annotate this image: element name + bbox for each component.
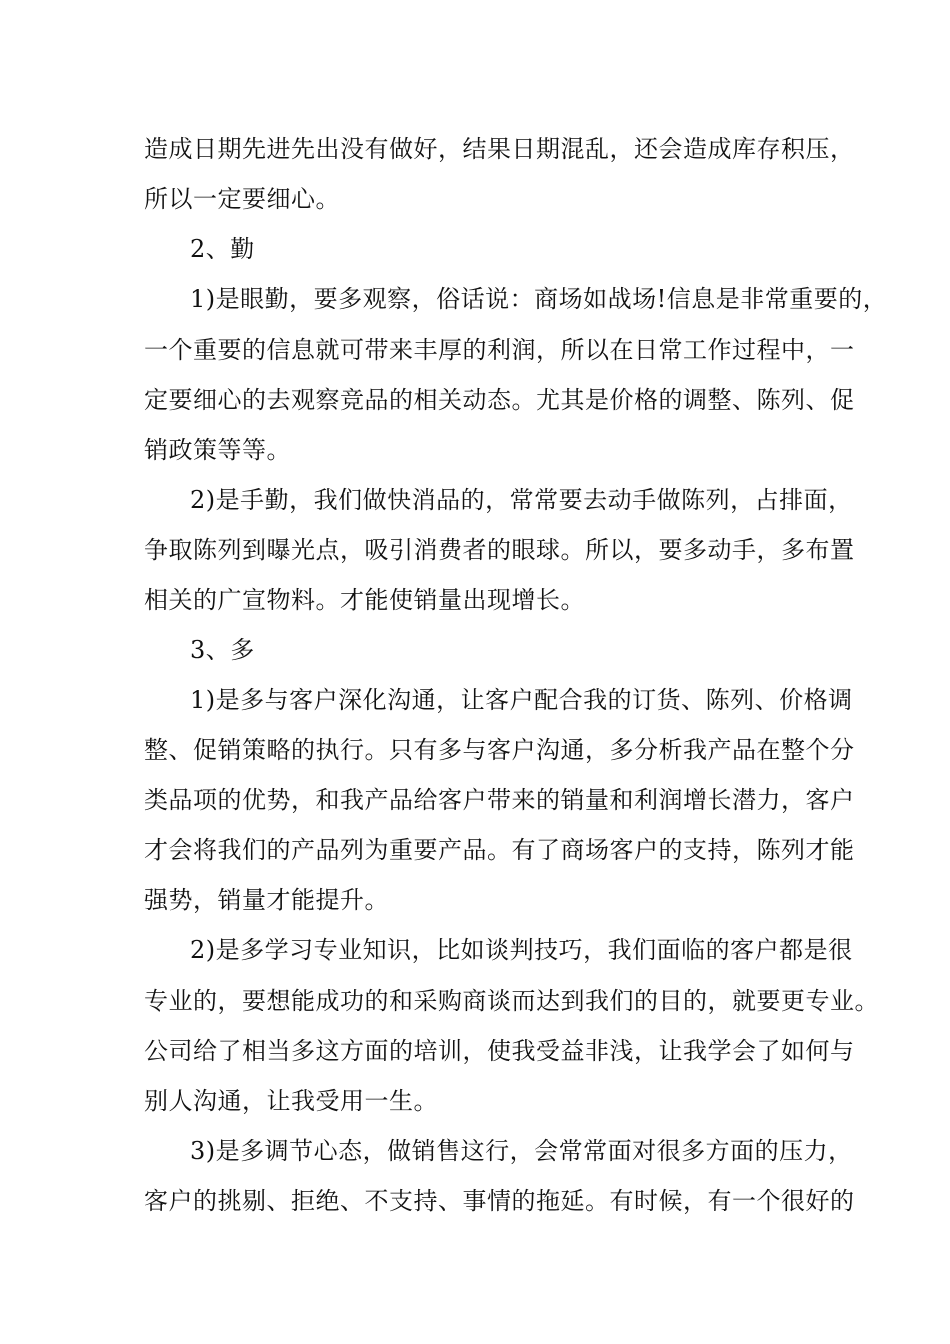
text-line: 定要细心的去观察竞品的相关动态。尤其是价格的调整、陈列、促 [144, 386, 855, 414]
text-line: 专业的，要想能成功的和采购商谈而达到我们的目的，就要更专业。 [144, 987, 879, 1015]
text-line: 相关的广宣物料。才能使销量出现增长。 [144, 586, 585, 614]
text-line: 一个重要的信息就可带来丰厚的利润，所以在日常工作过程中，一 [144, 336, 855, 364]
text-line: 造成日期先进先出没有做好，结果日期混乱，还会造成库存积压， [144, 135, 855, 163]
text-line: 销政策等等。 [144, 436, 291, 464]
text-line: 1)是多与客户深化沟通，让客户配合我的订货、陈列、价格调 [190, 686, 853, 714]
text-line: 整、促销策略的执行。只有多与客户沟通，多分析我产品在整个分 [144, 736, 855, 764]
text-line: 别人沟通，让我受用一生。 [144, 1087, 438, 1115]
text-line: 2)是手勤，我们做快消品的，常常要去动手做陈列，占排面， [190, 486, 853, 514]
text-line: 1)是眼勤，要多观察，俗话说：商场如战场!信息是非常重要的， [190, 285, 888, 313]
text-line: 类品项的优势，和我产品给客户带来的销量和利润增长潜力，客户 [144, 786, 855, 814]
text-line: 3)是多调节心态，做销售这行，会常常面对很多方面的压力， [190, 1137, 853, 1165]
text-line: 2)是多学习专业知识，比如谈判技巧，我们面临的客户都是很 [190, 936, 853, 964]
text-line: 争取陈列到曝光点，吸引消费者的眼球。所以，要多动手，多布置 [144, 536, 855, 564]
text-line: 强势，销量才能提升。 [144, 886, 389, 914]
section-heading: 3、多 [190, 636, 255, 664]
section-heading: 2、勤 [190, 235, 255, 263]
text-line: 公司给了相当多这方面的培训，使我受益非浅，让我学会了如何与 [144, 1037, 855, 1065]
text-line: 客户的挑剔、拒绝、不支持、事情的拖延。有时候，有一个很好的 [144, 1187, 855, 1215]
text-line: 所以一定要细心。 [144, 185, 340, 213]
text-line: 才会将我们的产品列为重要产品。有了商场客户的支持，陈列才能 [144, 836, 855, 864]
